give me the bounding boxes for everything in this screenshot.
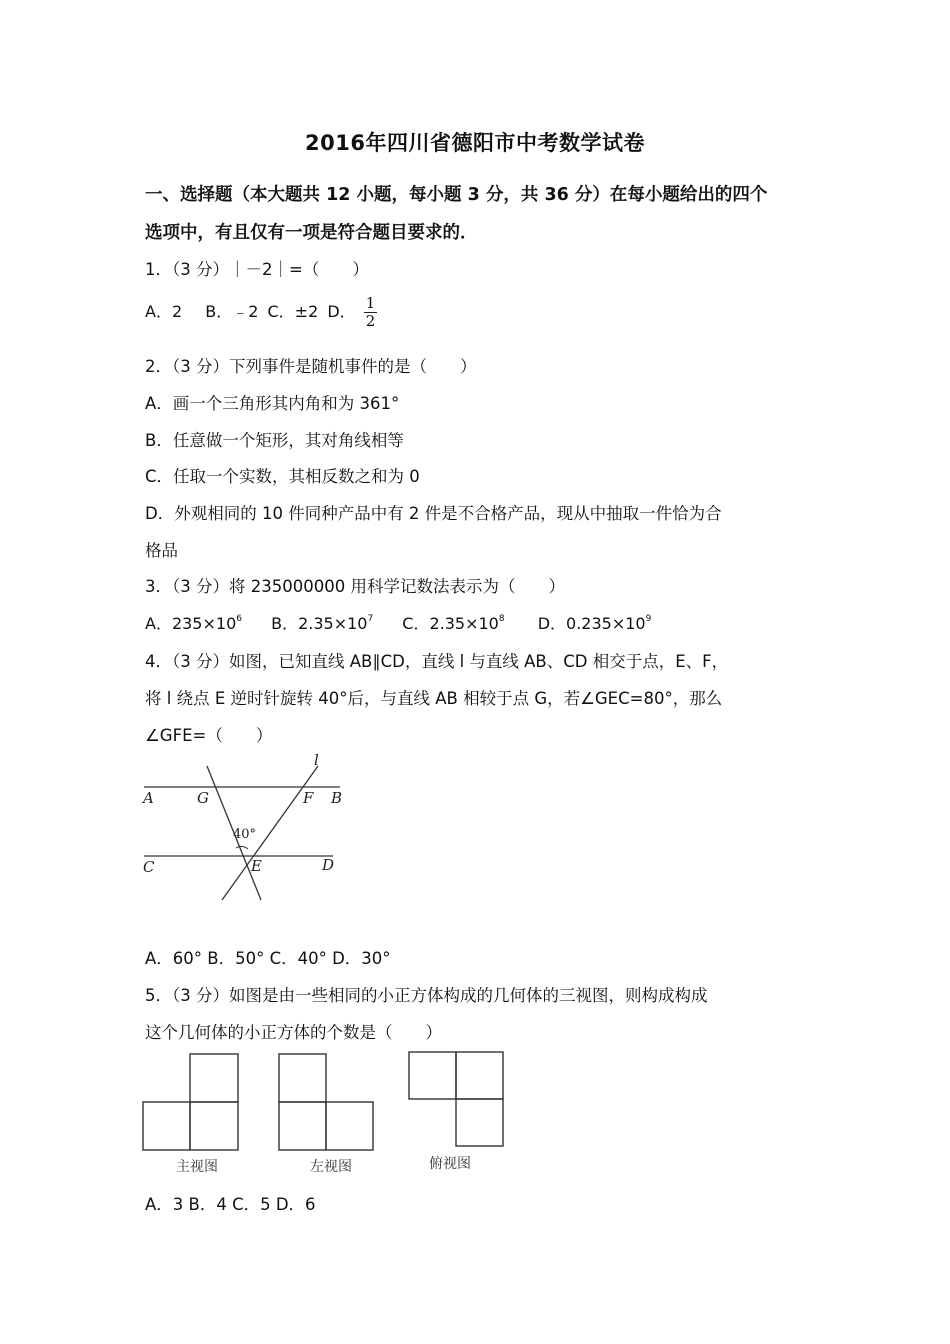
- q1-option-b: B．﹣2: [205, 302, 259, 321]
- q5-options: A．3 B．4 C．5 D．6: [145, 1195, 316, 1214]
- q2-stem: 2．（3 分）下列事件是随机事件的是（ ）: [145, 357, 477, 376]
- q4-figure: [140, 752, 360, 904]
- section-heading-line2: 选项中，有且仅有一项是符合题目要求的．: [145, 223, 478, 243]
- q3-option-d-exponent: 9: [645, 614, 652, 624]
- front-view-caption: 主视图: [176, 1159, 218, 1175]
- q1-stem: 1．（3 分）｜－2｜=（ ）: [145, 260, 369, 279]
- left-view-cell: [279, 1102, 326, 1150]
- q3-option-a-base: A．235×10: [145, 614, 237, 633]
- left-view-cell: [279, 1054, 326, 1102]
- left-view-caption: 左视图: [310, 1159, 352, 1175]
- q3-option-c: [402, 611, 504, 634]
- top-view-cell: [456, 1052, 503, 1099]
- q3-stem: 3．（3 分）将 235000000 用科学记数法表示为（ ）: [145, 577, 565, 596]
- front-view-cell: [143, 1102, 190, 1150]
- q3-option-c-base: C．2.35×10: [402, 614, 499, 633]
- label-g: G: [197, 789, 209, 807]
- q5-stem-line2: 这个几何体的小正方体的个数是（ ）: [145, 1023, 442, 1042]
- fraction-numerator: 1: [365, 294, 376, 312]
- q2-option-a: A．画一个三角形其内角和为 361°: [145, 394, 400, 413]
- top-view-caption: 俯视图: [429, 1156, 471, 1172]
- q2-option-d-line2: 格品: [145, 541, 178, 560]
- q1-option-d-fraction: [364, 296, 378, 329]
- q3-option-b-base: B．2.35×10: [271, 614, 368, 633]
- front-view-cell: [190, 1102, 238, 1150]
- label-d: D: [322, 856, 335, 874]
- front-view: [143, 1054, 238, 1150]
- q4-stem-line2: 将 l 绕点 E 逆时针旋转 40°后，与直线 AB 相较于点 G，若∠GEC=80°，那么: [145, 689, 723, 708]
- front-view-cell: [190, 1054, 238, 1102]
- top-view-cell: [456, 1099, 503, 1146]
- q3-options: [145, 611, 651, 634]
- q1-option-d: D．: [327, 302, 356, 321]
- label-b: B: [331, 789, 343, 807]
- top-view-cell: [409, 1052, 456, 1099]
- q2-option-c: C．任取一个实数，其相反数之和为 0: [145, 467, 420, 486]
- section-heading-line1: 一、选择题（本大题共 12 小题，每小题 3 分，共 36 分）在每小题给出的四个: [145, 185, 768, 205]
- label-a: A: [143, 789, 154, 807]
- q4-stem-line1: 4．（3 分）如图，已知直线 AB∥CD，直线 l 与直线 AB、CD 相交于点，E、F，: [145, 652, 729, 671]
- q3-option-d: [538, 611, 652, 634]
- label-e: E: [251, 857, 262, 875]
- q2-option-d-line1: D．外观相同的 10 件同种产品中有 2 件是不合格产品，现从中抽取一件恰为合: [145, 504, 722, 523]
- q5-stem-line1: 5．（3 分）如图是由一些相同的小正方体构成的几何体的三视图，则构成构成: [145, 986, 708, 1005]
- angle-arc: [236, 846, 248, 849]
- label-l: l: [314, 752, 319, 769]
- q1-option-c: C．±2: [267, 302, 319, 321]
- q2-option-b: B．任意做一个矩形，其对角线相等: [145, 431, 404, 450]
- q4-options: A．60° B．50° C．40° D．30°: [145, 949, 391, 968]
- page-title: 2016年四川省德阳市中考数学试卷: [305, 131, 645, 155]
- left-view: [279, 1054, 373, 1150]
- q3-option-a-exponent: 6: [236, 614, 242, 624]
- q3-option-b-exponent: 7: [367, 614, 374, 624]
- fraction-denominator: 2: [365, 312, 376, 330]
- q5-figure: [140, 1050, 520, 1180]
- q1-options: [145, 296, 377, 329]
- angle-label: 40°: [233, 827, 257, 842]
- top-view: [409, 1052, 503, 1146]
- label-f: F: [303, 789, 314, 807]
- q3-option-b: [271, 611, 373, 634]
- q3-option-c-exponent: 8: [498, 614, 505, 624]
- left-view-cell: [326, 1102, 373, 1150]
- q3-option-a: [145, 611, 242, 634]
- q4-stem-line3: ∠GFE=（ ）: [145, 726, 273, 745]
- q1-option-a: A．2: [145, 302, 183, 321]
- label-c: C: [143, 858, 155, 876]
- q3-option-d-base: D．0.235×10: [537, 614, 646, 633]
